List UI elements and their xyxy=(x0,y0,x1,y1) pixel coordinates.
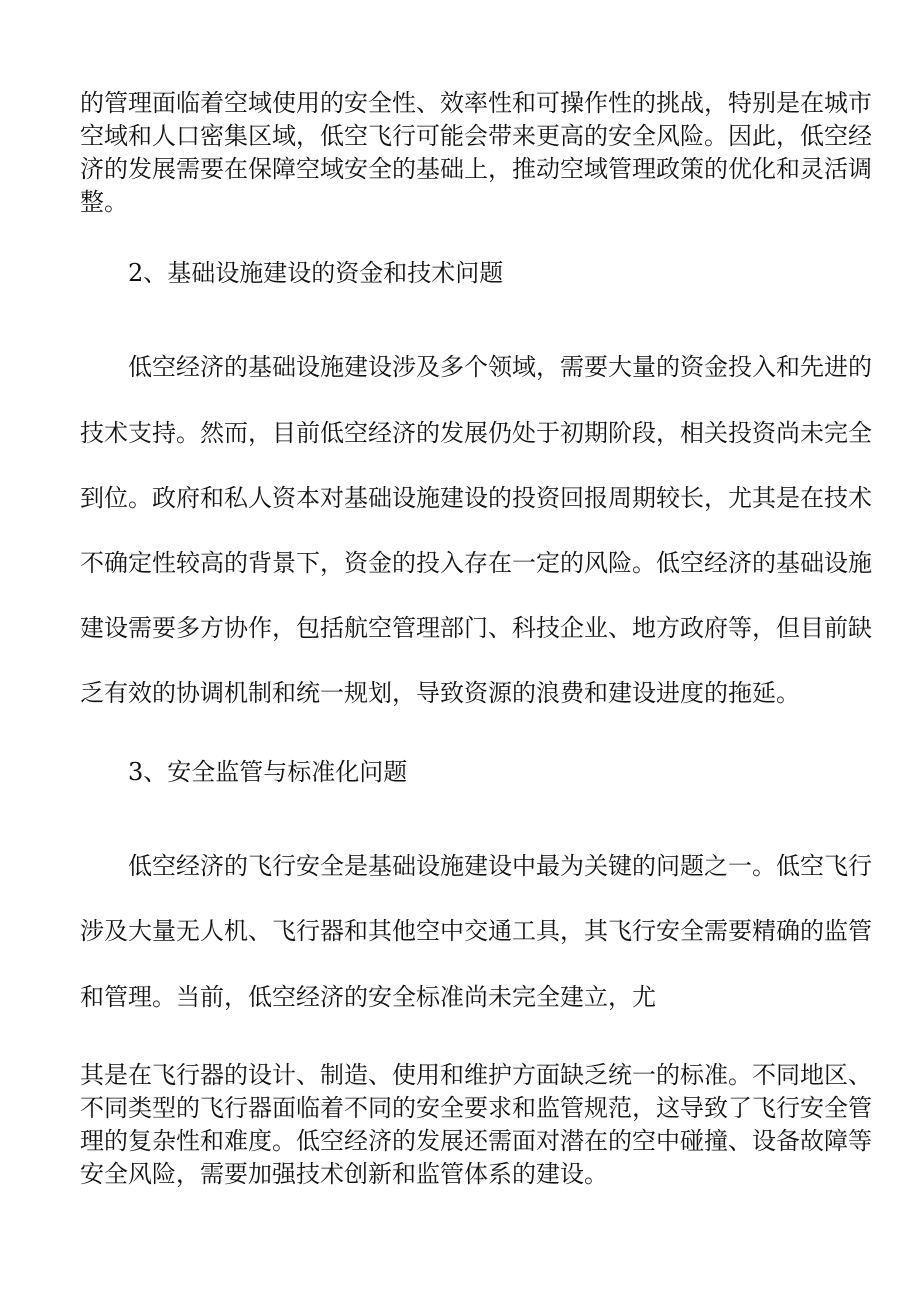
paragraph-1-line-1: 的管理面临着空域使用的安全性、效率性和可操作性的挑战，特别是在城市 xyxy=(80,89,872,117)
section-heading-2: 2、基础设施建设的资金和技术问题 xyxy=(128,259,504,287)
paragraph-2-line-6: 乏有效的协调机制和统一规划，导致资源的浪费和建设进度的拖延。 xyxy=(80,679,800,707)
paragraph-3-line-2: 涉及大量无人机、飞行器和其他空中交通工具，其飞行安全需要精确的监管 xyxy=(80,917,872,945)
paragraph-2-line-4: 不确定性较高的背景下，资金的投入存在一定的风险。低空经济的基础设施 xyxy=(80,549,872,577)
paragraph-2-line-1: 低空经济的基础设施建设涉及多个领域，需要大量的资金投入和先进的 xyxy=(128,353,872,381)
paragraph-2-line-3: 到位。政府和私人资本对基础设施建设的投资回报周期较长，尤其是在技术 xyxy=(80,484,872,512)
paragraph-1-line-4: 整。 xyxy=(80,188,128,216)
paragraph-1-line-2: 空域和人口密集区域，低空飞行可能会带来更高的安全风险。因此，低空经 xyxy=(80,122,872,150)
paragraph-2-line-5: 建设需要多方协作，包括航空管理部门、科技企业、地方政府等，但目前缺 xyxy=(80,614,872,642)
paragraph-3-line-3: 和管理。当前，低空经济的安全标准尚未完全建立，尤 xyxy=(80,983,656,1011)
paragraph-1-line-3: 济的发展需要在保障空域安全的基础上，推动空域管理政策的优化和灵活调 xyxy=(80,155,872,183)
paragraph-4-line-3: 理的复杂性和难度。低空经济的发展还需面对潜在的空中碰撞、设备故障等 xyxy=(80,1127,872,1155)
section-heading-3: 3、安全监管与标准化问题 xyxy=(128,758,408,786)
paragraph-4-line-2: 不同类型的飞行器面临着不同的安全要求和监管规范，这导致了飞行安全管 xyxy=(80,1094,872,1122)
paragraph-2-line-2: 技术支持。然而，目前低空经济的发展仍处于初期阶段，相关投资尚未完全 xyxy=(80,419,872,447)
paragraph-4-line-1: 其是在飞行器的设计、制造、使用和维护方面缺乏统一的标准。不同地区、 xyxy=(80,1061,872,1089)
paragraph-4-line-4: 安全风险，需要加强技术创新和监管体系的建设。 xyxy=(80,1160,608,1188)
paragraph-3-line-1: 低空经济的飞行安全是基础设施建设中最为关键的问题之一。低空飞行 xyxy=(128,852,872,880)
